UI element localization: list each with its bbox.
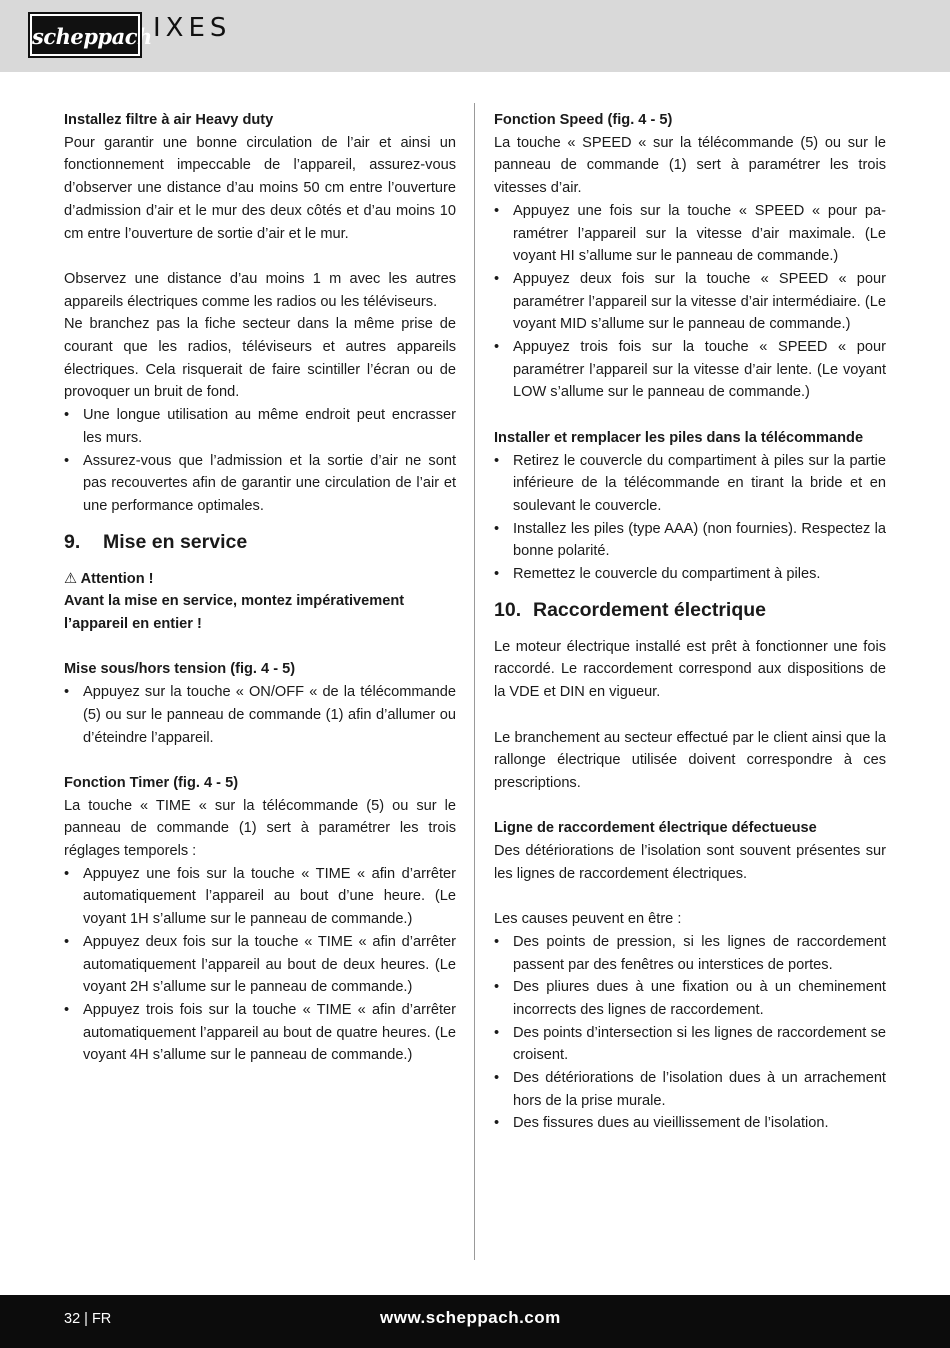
paragraph: Le moteur électrique installé est prêt à fonctionner une fois raccordé. Le raccordement correspond aux dispositions de la VDE et DIN en vigueur.: [494, 638, 886, 701]
scheppach-logo: scheppach: [30, 14, 140, 56]
paragraph: Le branchement au secteur effectué par le client ainsi que la rallonge électrique utilisée doivent correspondre à ces prescriptions.: [494, 729, 886, 791]
paragraph: Ne branchez pas la fiche secteur dans la même prise de courant que les radios, téléviseurs et autres appareils électriques. Cela risquerait de faire scintiller l’écran ou de provoquer un bruit de fond.: [64, 316, 456, 401]
list-item: • Des points d’intersection si les lignes de raccordement se croisent.: [494, 1022, 886, 1067]
list-item: • Appuyez deux fois sur la touche « SPEED « pour paramétrer l’appareil sur la vitesse d’air intermédiaire. (Le voyant MID s’allume sur le panneau de commande.): [494, 268, 886, 336]
attention-label: ⚠ Attention !: [64, 570, 154, 587]
chapter-heading-9: 9. Mise en service: [64, 530, 248, 553]
attention-text: Avant la mise en service, montez impérativement l’appareil en entier !: [64, 593, 405, 633]
right-column: [494, 109, 886, 1135]
list-item: • Appuyez une fois sur la touche « TIME « afin d’arrêter automatiquement l’appareil au bout d’une heure. (Le voyant 1H s’allume sur le panneau de commande.): [64, 863, 456, 931]
section-title-speed: Fonction Speed (fig. 4 - 5): [494, 112, 673, 128]
section-title-on-off: Mise sous/hors tension (fig. 4 - 5): [64, 661, 296, 678]
website-link[interactable]: www.scheppach.com: [380, 1308, 561, 1327]
list-item: • Appuyez deux fois sur la touche « TIME « afin d’arrêter automatiquement l’appareil au bout de deux heures. (Le voyant 2H s’allume sur le panneau de commande.): [64, 931, 456, 999]
section-title-defective-cable: Ligne de raccordement électrique défectueuse: [494, 820, 817, 837]
page-footer: [0, 1295, 950, 1348]
bullet-list: [64, 863, 456, 1067]
list-item: • Des pliures dues à une fixation ou à un cheminement incorrects des lignes de raccordement.: [494, 976, 886, 1021]
list-item: • Appuyez trois fois sur la touche « TIME « afin d’arrêter automatiquement l’appareil au bout de quatre heures. (Le voyant 4H s’allume sur le panneau de commande.): [64, 999, 456, 1067]
section-title-batteries: Installer et remplacer les piles dans la télécommande: [494, 429, 864, 446]
paragraph: Pour garantir une bonne circulation de l’air et ainsi un fonctionnement impeccable de l’appareil, assurez-vous d’observer une distance d’au moins 50 cm entre l’ouverture d’admission d’air et le mur des deux côtés et d’au moins 10 cm entre l’ouverture de sortie d’air et le mur.: [64, 134, 456, 242]
list-item: • Installez les piles (type AAA) (non fournies). Respectez la bonne polarité.: [494, 518, 886, 563]
list-item: • Appuyez trois fois sur la touche « SPEED « pour paramétrer l’appareil sur la vitesse d’air lente. (Le voyant LOW s’allume sur le panneau de commande.): [494, 336, 886, 404]
bullet-list: [64, 404, 456, 518]
ixes-logo: IXES: [153, 13, 232, 43]
list-item: • Une longue utilisation au même endroit peut encrasser les murs.: [64, 404, 456, 449]
paragraph: Observez une distance d’au moins 1 m avec les autres appareils électriques comme les radios ou les téléviseurs.: [64, 270, 456, 310]
bullet-list: [64, 681, 456, 749]
list-item: • Des fissures dues au vieillissement de l’isolation.: [494, 1112, 886, 1135]
paragraph: La touche « TIME « sur la télécommande (5) ou sur le panneau de commande (1) sert à paramétrer les trois réglages temporels :: [64, 797, 456, 860]
bullet-list: [494, 450, 886, 586]
list-item: • Des détériorations de l’isolation dues à un arrachement hors de la prise murale.: [494, 1067, 886, 1112]
bullet-list: [494, 931, 886, 1135]
paragraph: La touche « SPEED « sur la télécommande (5) ou sur le panneau de commande (1) sert à paramétrer les trois vitesses d’air.: [494, 134, 886, 197]
list-item: • Retirez le couvercle du compartiment à piles sur la partie inférieure de la télécommande en tirant la bride et en soulevant le couvercle.: [494, 450, 886, 518]
chapter-heading-10: 10. Raccordement électrique: [494, 598, 767, 621]
left-column: [64, 109, 456, 1067]
section-title-air-filter: Installez filtre à air Heavy duty: [64, 112, 274, 128]
page-header: [0, 0, 950, 72]
list-item: • Assurez-vous que l’admission et la sortie d’air ne sont pas recouvertes afin de garantir une circulation de l’air et une performance optimales.: [64, 450, 456, 518]
paragraph: Les causes peuvent en être :: [494, 911, 682, 928]
section-title-timer: Fonction Timer (fig. 4 - 5): [64, 774, 239, 791]
column-divider: [474, 103, 475, 1260]
list-item: • Appuyez sur la touche « ON/OFF « de la télécommande (5) ou sur le panneau de commande (1) afin d’allumer ou d’éteindre l’appareil.: [64, 681, 456, 749]
bullet-list: [494, 200, 886, 404]
paragraph: Des détériorations de l’isolation sont souvent présentes sur les lignes de raccordement électriques.: [494, 843, 886, 882]
list-item: • Des points de pression, si les lignes de raccordement passent par des fenêtres ou interstices de portes.: [494, 931, 886, 976]
list-item: • Remettez le couvercle du compartiment à piles.: [494, 563, 886, 586]
list-item: • Appuyez une fois sur la touche « SPEED « pour paramétrer l’appareil sur la vitesse d’air maximale. (Le voyant HI s’allume sur le panneau de commande.): [494, 200, 886, 268]
page-number: 32 | FR: [64, 1311, 112, 1327]
